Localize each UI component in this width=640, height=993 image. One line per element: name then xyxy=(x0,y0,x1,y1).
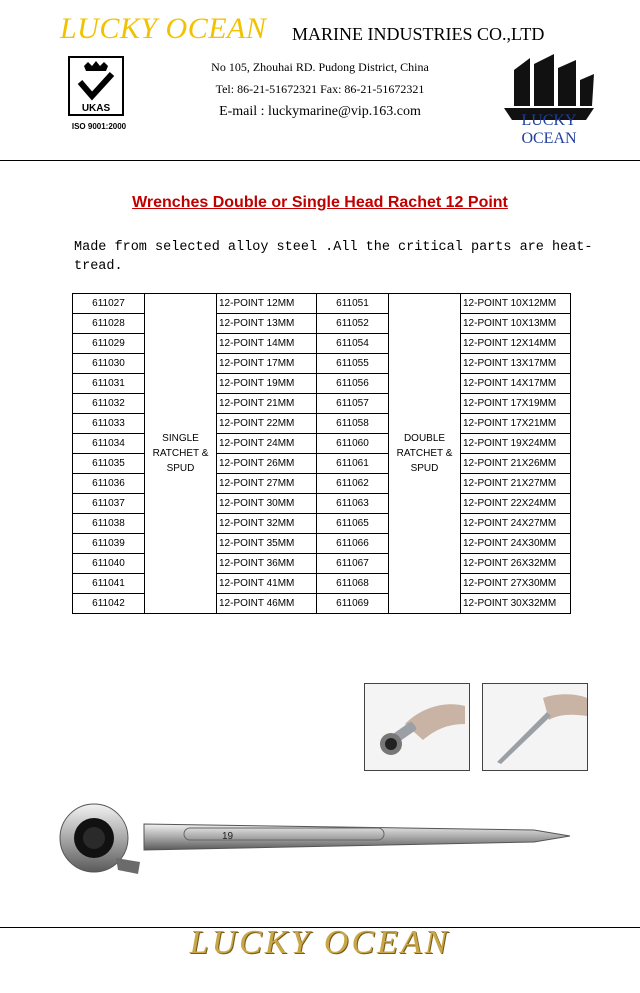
single-item-code: 611031 xyxy=(73,374,145,394)
double-item-size: 12-POINT 26X32MM xyxy=(461,554,571,574)
single-item-size: 12-POINT 41MM xyxy=(217,574,317,594)
iso-caption: ISO 9001:2000 xyxy=(71,122,127,131)
double-item-code: 611054 xyxy=(317,334,389,354)
single-item-size: 12-POINT 22MM xyxy=(217,414,317,434)
double-item-size: 12-POINT 10X13MM xyxy=(461,314,571,334)
double-item-size: 12-POINT 14X17MM xyxy=(461,374,571,394)
ukas-logo-icon xyxy=(68,56,124,116)
double-item-size: 12-POINT 24X30MM xyxy=(461,534,571,554)
double-item-size: 12-POINT 27X30MM xyxy=(461,574,571,594)
single-item-size: 12-POINT 46MM xyxy=(217,594,317,614)
double-item-size: 12-POINT 21X26MM xyxy=(461,454,571,474)
product-description: Made from selected alloy steel .All the critical parts are heat-tread. xyxy=(74,240,593,274)
product-table xyxy=(72,293,571,614)
single-item-code: 611028 xyxy=(73,314,145,334)
double-item-code: 611056 xyxy=(317,374,389,394)
double-item-size: 12-POINT 22X24MM xyxy=(461,494,571,514)
single-item-size: 12-POINT 27MM xyxy=(217,474,317,494)
single-item-code: 611041 xyxy=(73,574,145,594)
single-item-code: 611042 xyxy=(73,594,145,614)
single-item-code: 611038 xyxy=(73,514,145,534)
double-item-code: 611055 xyxy=(317,354,389,374)
single-item-code: 611039 xyxy=(73,534,145,554)
double-item-size: 12-POINT 19X24MM xyxy=(461,434,571,454)
company-phone-fax: Tel: 86-21-51672321 Fax: 86-21-51672321 xyxy=(215,82,425,96)
single-item-code: 611033 xyxy=(73,414,145,434)
double-item-code: 611066 xyxy=(317,534,389,554)
double-item-code: 611067 xyxy=(317,554,389,574)
double-item-code: 611058 xyxy=(317,414,389,434)
double-item-size: 12-POINT 30X32MM xyxy=(461,594,571,614)
double-item-code: 611061 xyxy=(317,454,389,474)
letterhead xyxy=(0,0,640,160)
company-address: No 105, Zhouhai RD. Pudong District, China xyxy=(211,60,429,74)
double-item-size: 12-POINT 13X17MM xyxy=(461,354,571,374)
single-item-size: 12-POINT 26MM xyxy=(217,454,317,474)
single-item-code: 611030 xyxy=(73,354,145,374)
single-item-code: 611035 xyxy=(73,454,145,474)
double-item-size: 12-POINT 24X27MM xyxy=(461,514,571,534)
double-item-size: 12-POINT 17X19MM xyxy=(461,394,571,414)
double-item-code: 611060 xyxy=(317,434,389,454)
double-item-code: 611068 xyxy=(317,574,389,594)
single-item-size: 12-POINT 24MM xyxy=(217,434,317,454)
single-item-code: 611037 xyxy=(73,494,145,514)
single-item-size: 12-POINT 30MM xyxy=(217,494,317,514)
ukas-text: UKAS xyxy=(81,103,111,114)
photo-ratchet-in-use xyxy=(364,683,470,771)
photo-spud-in-use xyxy=(482,683,588,771)
single-item-size: 12-POINT 14MM xyxy=(217,334,317,354)
double-item-code: 611063 xyxy=(317,494,389,514)
double-item-size: 12-POINT 21X27MM xyxy=(461,474,571,494)
single-item-size: 12-POINT 12MM xyxy=(217,294,317,314)
double-item-code: 611065 xyxy=(317,514,389,534)
double-item-code: 611051 xyxy=(317,294,389,314)
single-item-code: 611027 xyxy=(73,294,145,314)
header-divider xyxy=(0,160,640,161)
single-item-size: 12-POINT 35MM xyxy=(217,534,317,554)
double-item-size: 12-POINT 10X12MM xyxy=(461,294,571,314)
single-item-size: 12-POINT 19MM xyxy=(217,374,317,394)
single-item-code: 611029 xyxy=(73,334,145,354)
double-item-code: 611052 xyxy=(317,314,389,334)
logo-text: LUCKY OCEAN xyxy=(521,112,577,147)
double-item-code: 611062 xyxy=(317,474,389,494)
page-title: Wrenches Double or Single Head Rachet 12 Point xyxy=(132,194,508,211)
single-item-code: 611040 xyxy=(73,554,145,574)
footer-logo-text: LUCKY OCEAN xyxy=(189,924,451,961)
wrench-product-image xyxy=(54,800,574,884)
single-item-size: 12-POINT 32MM xyxy=(217,514,317,534)
double-item-size: 12-POINT 17X21MM xyxy=(461,414,571,434)
brand-name: LUCKY OCEAN xyxy=(60,12,267,45)
single-item-size: 12-POINT 17MM xyxy=(217,354,317,374)
ukas-certification-badge xyxy=(64,56,130,136)
double-group-label: DOUBLE RATCHET & SPUD xyxy=(389,294,461,614)
single-item-code: 611036 xyxy=(73,474,145,494)
single-item-size: 12-POINT 13MM xyxy=(217,314,317,334)
single-item-code: 611032 xyxy=(73,394,145,414)
table-row xyxy=(73,294,571,314)
single-group-label: SINGLE RATCHET & SPUD xyxy=(145,294,217,614)
double-item-size: 12-POINT 12X14MM xyxy=(461,334,571,354)
single-item-size: 12-POINT 21MM xyxy=(217,394,317,414)
wrench-size-mark: 19 xyxy=(222,831,234,842)
double-item-code: 611069 xyxy=(317,594,389,614)
single-item-code: 611034 xyxy=(73,434,145,454)
single-item-size: 12-POINT 36MM xyxy=(217,554,317,574)
company-name: MARINE INDUSTRIES CO.,LTD xyxy=(292,24,545,44)
double-item-code: 611057 xyxy=(317,394,389,414)
company-email: E-mail : luckymarine@vip.163.com xyxy=(219,104,421,119)
